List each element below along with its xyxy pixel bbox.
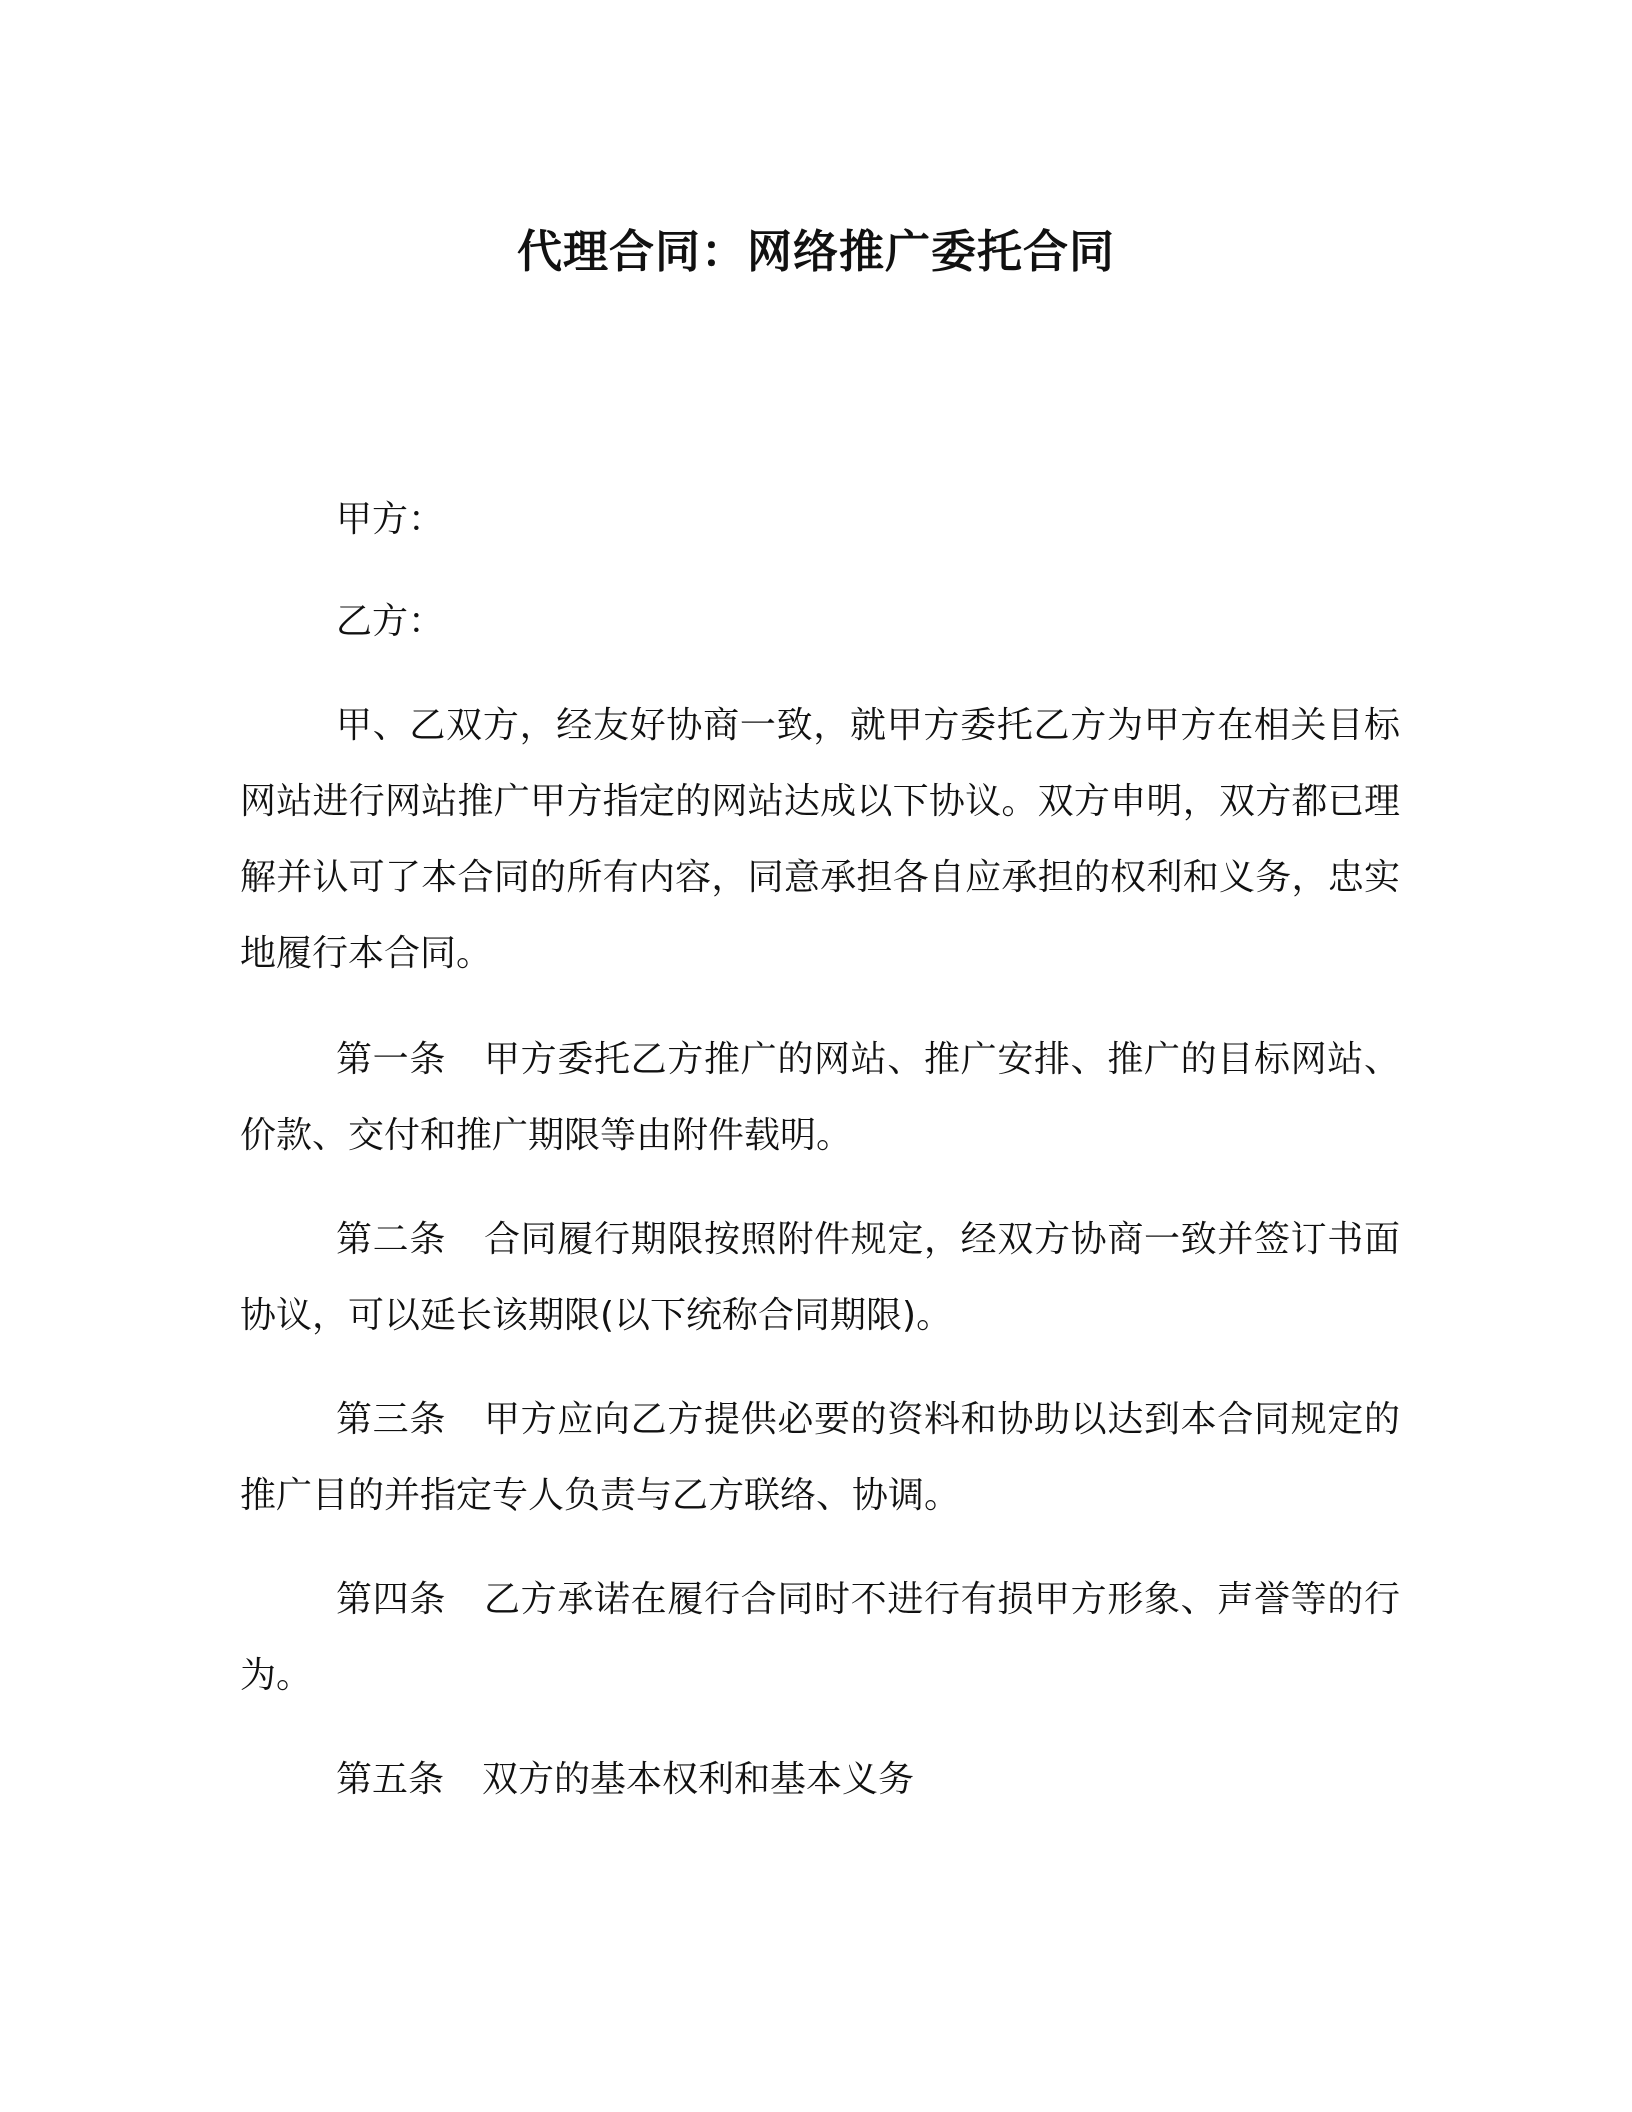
- preamble-paragraph: 甲、乙双方，经友好协商一致，就甲方委托乙方为甲方在相关目标网站进行网站推广甲方指定的网站达成以下协议。双方申明，双方都已理解并认可了本合同的所有内容，同意承担各自应承担的权利和义务，忠实地履行本合同。: [240, 705, 1400, 974]
- article-heading: 第三条: [336, 1399, 446, 1440]
- article-3: [240, 1382, 1400, 1534]
- document-title: 代理合同：网络推广委托合同: [516, 225, 1115, 278]
- article-4: [240, 1562, 1400, 1714]
- party-a-label: 甲方：: [336, 499, 445, 540]
- article-heading: 第四条: [336, 1579, 446, 1620]
- article-heading: 第二条: [336, 1219, 446, 1260]
- article-5: [240, 1742, 1400, 1818]
- article-text: 合同履行期限按照附件规定，经双方协商一致并签订书面协议，可以延长该期限(以下统称合同期限)。: [240, 1219, 1400, 1336]
- article-1: [240, 1022, 1400, 1174]
- party-b-label: 乙方：: [336, 601, 445, 642]
- article-text: 甲方委托乙方推广的网站、推广安排、推广的目标网站、价款、交付和推广期限等由附件载明。: [240, 1039, 1400, 1156]
- article-text: 乙方承诺在履行合同时不进行有损甲方形象、声誉等的行为。: [240, 1579, 1400, 1696]
- article-text: 双方的基本权利和基本义务: [482, 1759, 915, 1800]
- article-text: 甲方应向乙方提供必要的资料和协助以达到本合同规定的推广目的并指定专人负责与乙方联络、协调。: [240, 1399, 1400, 1516]
- article-heading: 第五条: [336, 1759, 445, 1800]
- article-heading: 第一条: [336, 1039, 446, 1080]
- article-2: [240, 1202, 1400, 1354]
